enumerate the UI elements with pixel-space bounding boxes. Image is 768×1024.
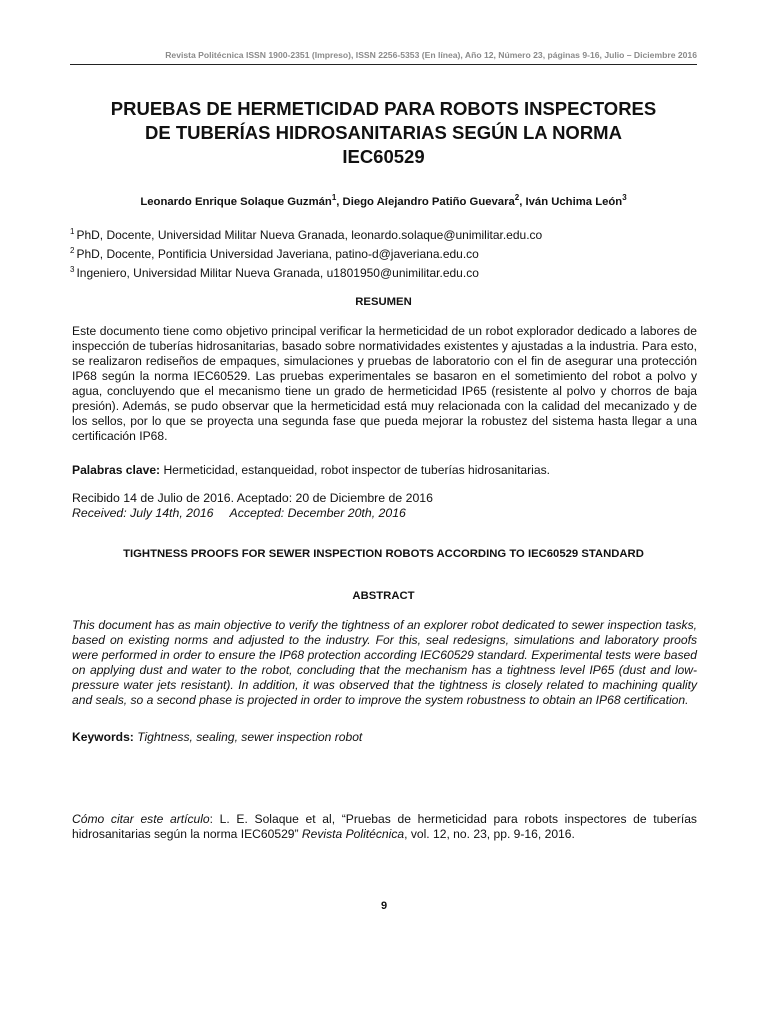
affiliation-mark: 1: [70, 227, 75, 236]
english-title: TIGHTNESS PROOFS FOR SEWER INSPECTION ROBOTS ACCORDING TO IEC60529 STANDARD: [123, 548, 644, 560]
affiliation-text: PhD, Docente, Pontificia Universidad Javeriana, patino-d@javeriana.edu.co: [76, 247, 479, 261]
author-list: Leonardo Enrique Solaque Guzmán$^1$, Diego Alejandro Patiño Guevara$^2$, Iván Uchima León$^3$: [140, 193, 627, 208]
dates-spanish: Recibido 14 de Julio de 2016. Aceptado: 20 de Diciembre de 2016: [72, 491, 433, 505]
citation-journal: Revista Politécnica: [301, 827, 405, 841]
author-name: Iván Uchima León: [525, 195, 623, 208]
keywords: [72, 730, 697, 745]
palabras-clave-label: Palabras clave:: [72, 463, 161, 477]
abstract-body: This document has as main objective to verify the tightness of an explorer robot dedicated to sewer inspection tasks, based on existing norms and adjusted to the industry. For this, seal redesigns, simulations and laboratory proofs were performed in order to ensure the IP68 protection according IEC60529 standard. Experimental tests were based on applying dust and water to the robot, concluding that the mechanism has a tightness level IP65 (dust and low-pressure water jets resistant). In addition, it was observed that the tightness is closely related to machining quality and seals, so a second phase is projected in order to improve the system robustness to obtain an IP68 certification.: [72, 618, 697, 707]
affiliation-text: Ingeniero, Universidad Militar Nueva Granada, u1801950@unimilitar.edu.co: [76, 266, 479, 280]
page-number: 9: [380, 900, 388, 912]
citation-label: Cómo citar este artículo: [72, 812, 210, 826]
affiliation-mark: 2: [70, 246, 75, 255]
affiliation-mark: 3: [70, 265, 75, 274]
title-line-3: IEC60529: [342, 146, 425, 167]
journal-header: Revista Politécnica ISSN 1900-2351 (Impreso), ISSN 2256-5353 (En línea), Año 12, Número 23, páginas 9-16, Julio – Diciembre 2016: [165, 50, 697, 60]
author-mark: 1: [331, 193, 337, 202]
author-mark: 3: [622, 193, 627, 202]
dates-block: [72, 491, 433, 521]
affiliation-item: [70, 224, 697, 243]
author-name: Diego Alejandro Patiño Guevara: [342, 195, 515, 208]
title-line-1: PRUEBAS DE HERMETICIDAD PARA ROBOTS INSPECTORES: [110, 98, 657, 119]
citation-text-b: , vol. 12, no. 23, pp. 9-16, 2016.: [404, 827, 575, 841]
citation: [72, 812, 697, 842]
accepted-date: Accepted: December 20th, 2016: [229, 506, 406, 520]
received-date: Received: July 14th, 2016: [72, 506, 214, 520]
keywords-label: Keywords:: [72, 730, 134, 744]
resumen-body: Este documento tiene como objetivo principal verificar la hermeticidad de un robot explorador dedicado a labores de inspección de tuberías hidrosanitarias, basado sobre normatividades existentes y ajustadas a la industria. Para esto, se realizaron rediseños de empaques, simulaciones y pruebas de laboratorio con el fin de asegurar una protección IP68 según la norma IEC60529. Las pruebas experimentales se basaron en el sometimiento del robot a polvo y agua, concluyendo que el mecanismo tiene un grado de hermeticidad IP65 (resistente al polvo y chorros de baja presión). Además, se pudo observar que la hermeticidad está muy relacionada con la calidad del mecanizado y de los sellos, por lo que se proyecta una segunda fase que pueda mejorar la robustez del sistema hasta llegar a una certificación IP68.: [72, 324, 697, 443]
affiliation-item: [70, 243, 697, 262]
abstract-heading: ABSTRACT: [352, 590, 415, 602]
affiliation-text: PhD, Docente, Universidad Militar Nueva Granada, leonardo.solaque@unimilitar.edu.co: [76, 228, 543, 242]
palabras-clave: [72, 463, 697, 478]
citation-text-a: : L. E. Solaque et al, “Pruebas de hermeticidad para robots inspectores de tuberías hidrosanitarias según la norma IEC60529”: [72, 812, 697, 841]
palabras-clave-text: Hermeticidad, estanqueidad, robot inspector de tuberías hidrosanitarias.: [163, 463, 551, 477]
affiliation-list: [70, 224, 697, 281]
author-mark: 2: [514, 193, 520, 202]
title-line-2: DE TUBERÍAS HIDROSANITARIAS SEGÚN LA NORMA: [145, 122, 622, 143]
keywords-text: Tightness, sealing, sewer inspection robot: [137, 730, 363, 744]
paper-title: [70, 97, 697, 169]
affiliation-item: [70, 262, 697, 281]
resumen-heading: RESUMEN: [355, 296, 412, 308]
header-rule: [70, 64, 697, 65]
dates-english: [72, 506, 433, 521]
author-name: Leonardo Enrique Solaque Guzmán: [140, 195, 332, 208]
